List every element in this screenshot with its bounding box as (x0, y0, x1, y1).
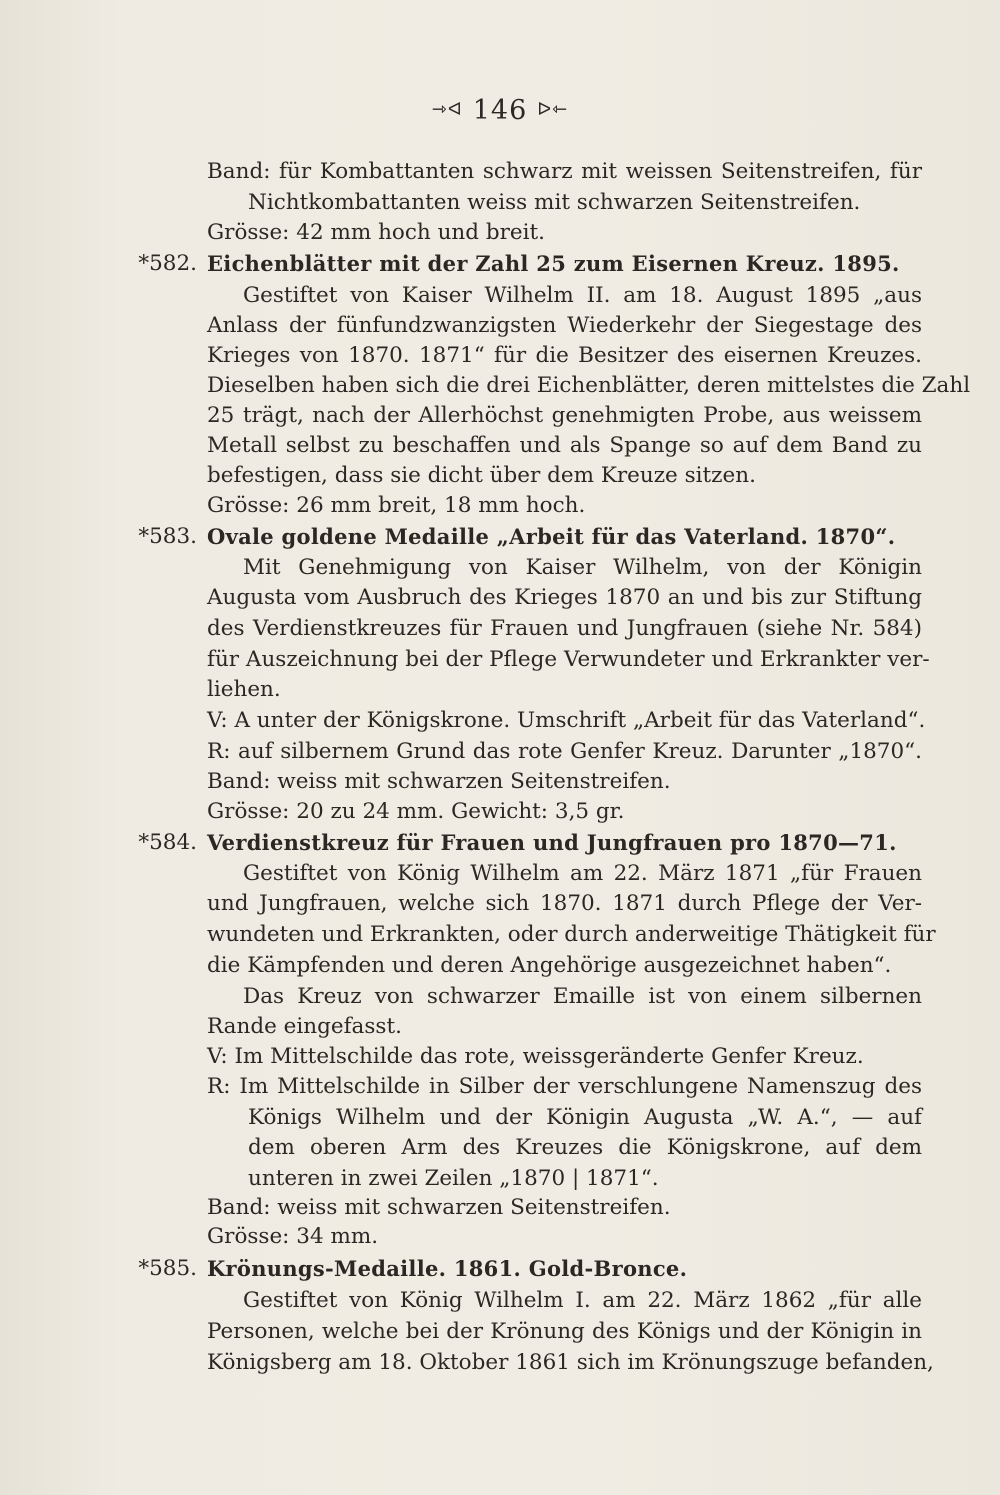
entry-title: Eichenblätter mit der Zahl 25 zum Eisernen Kreuz. 1895. (207, 251, 900, 276)
text-line: Königs Wilhelm und der Königin Augusta „W. A.“, — auf (248, 1105, 922, 1130)
entry-number: *583. (138, 524, 197, 549)
text-line: wundeten und Erkrankten, oder durch anderweitige Thätigkeit für (207, 922, 936, 947)
text-line: befestigen, dass sie dicht über dem Kreuze sitzen. (207, 463, 756, 488)
text-line: unteren in zwei Zeilen „1870 | 1871“. (248, 1166, 659, 1191)
entry-title: Verdienstkreuz für Frauen und Jungfrauen pro 1870—71. (207, 830, 897, 855)
entry-number: *582. (138, 251, 197, 276)
text-line: und Jungfrauen, welche sich 1870. 1871 durch Pflege der Ver- (207, 891, 922, 916)
text-line: R: Im Mittelschilde in Silber der verschlungene Namenszug des (207, 1074, 922, 1099)
text-line: Personen, welche bei der Krönung des Königs und der Königin in (207, 1319, 922, 1344)
text-line: Gestiftet von König Wilhelm I. am 22. März 1862 „für alle (243, 1288, 922, 1313)
text-line: Grösse: 42 mm hoch und breit. (207, 220, 545, 245)
text-line: Band: weiss mit schwarzen Seitenstreifen. (207, 1195, 671, 1220)
text-line: die Kämpfenden und deren Angehörige ausgezeichnet haben“. (207, 953, 892, 978)
text-line: Gestiftet von König Wilhelm am 22. März 1871 „für Frauen (243, 861, 922, 886)
text-line: Nichtkombattanten weiss mit schwarzen Seitenstreifen. (248, 190, 861, 215)
entry-title: Ovale goldene Medaille „Arbeit für das Vaterland. 1870“. (207, 524, 896, 549)
text-line: Das Kreuz von schwarzer Emaille ist von einem silbernen (243, 984, 922, 1009)
page-header (0, 95, 1000, 126)
text-line: Krieges von 1870. 1871“ für die Besitzer des eisernen Kreuzes. (207, 343, 922, 368)
text-line: Grösse: 20 zu 24 mm. Gewicht: 3,5 gr. (207, 799, 625, 824)
text-line: Anlass der fünfundzwanzigsten Wiederkehr der Siegestage des (207, 313, 922, 338)
ornament-left-icon: ⇾ᐊ (431, 99, 463, 120)
text-line: 25 trägt, nach der Allerhöchst genehmigten Probe, aus weissem (207, 403, 922, 428)
entry-number: *584. (138, 830, 197, 855)
text-line: Rande eingefasst. (207, 1014, 402, 1039)
text-line: Mit Genehmigung von Kaiser Wilhelm, von der Königin (243, 555, 922, 580)
text-line: für Auszeichnung bei der Pflege Verwundeter und Erkrankter ver- (207, 647, 930, 672)
ornament-right-icon: ᐅ⇽ (537, 99, 569, 120)
text-line: Metall selbst zu beschaffen und als Spange so auf dem Band zu (207, 433, 922, 458)
page-number: 146 (472, 95, 528, 126)
text-line: Band: für Kombattanten schwarz mit weissen Seitenstreifen, für (207, 159, 922, 184)
text-line: Grösse: 26 mm breit, 18 mm hoch. (207, 493, 586, 518)
text-line: Königsberg am 18. Oktober 1861 sich im Krönungszuge befanden, (207, 1350, 934, 1375)
text-line: R: auf silbernem Grund das rote Genfer Kreuz. Darunter „1870“. (207, 739, 922, 764)
entry-title: Krönungs-Medaille. 1861. Gold-Bronce. (207, 1256, 688, 1281)
text-line: Gestiftet von Kaiser Wilhelm II. am 18. August 1895 „aus (243, 283, 922, 308)
text-line: Band: weiss mit schwarzen Seitenstreifen. (207, 769, 671, 794)
text-line: dem oberen Arm des Kreuzes die Königskrone, auf dem (248, 1135, 922, 1160)
text-line: liehen. (207, 677, 281, 702)
text-line: V: A unter der Königskrone. Umschrift „Arbeit für das Vaterland“. (207, 708, 926, 733)
text-line: Grösse: 34 mm. (207, 1224, 379, 1249)
entry-number: *585. (138, 1256, 197, 1281)
text-line: des Verdienstkreuzes für Frauen und Jungfrauen (siehe Nr. 584) (207, 616, 922, 641)
text-line: Augusta vom Ausbruch des Krieges 1870 an und bis zur Stiftung (207, 585, 922, 610)
text-line: V: Im Mittelschilde das rote, weissgeränderte Genfer Kreuz. (207, 1044, 864, 1069)
text-line: Dieselben haben sich die drei Eichenblätter, deren mittelstes die Zahl (207, 373, 971, 398)
